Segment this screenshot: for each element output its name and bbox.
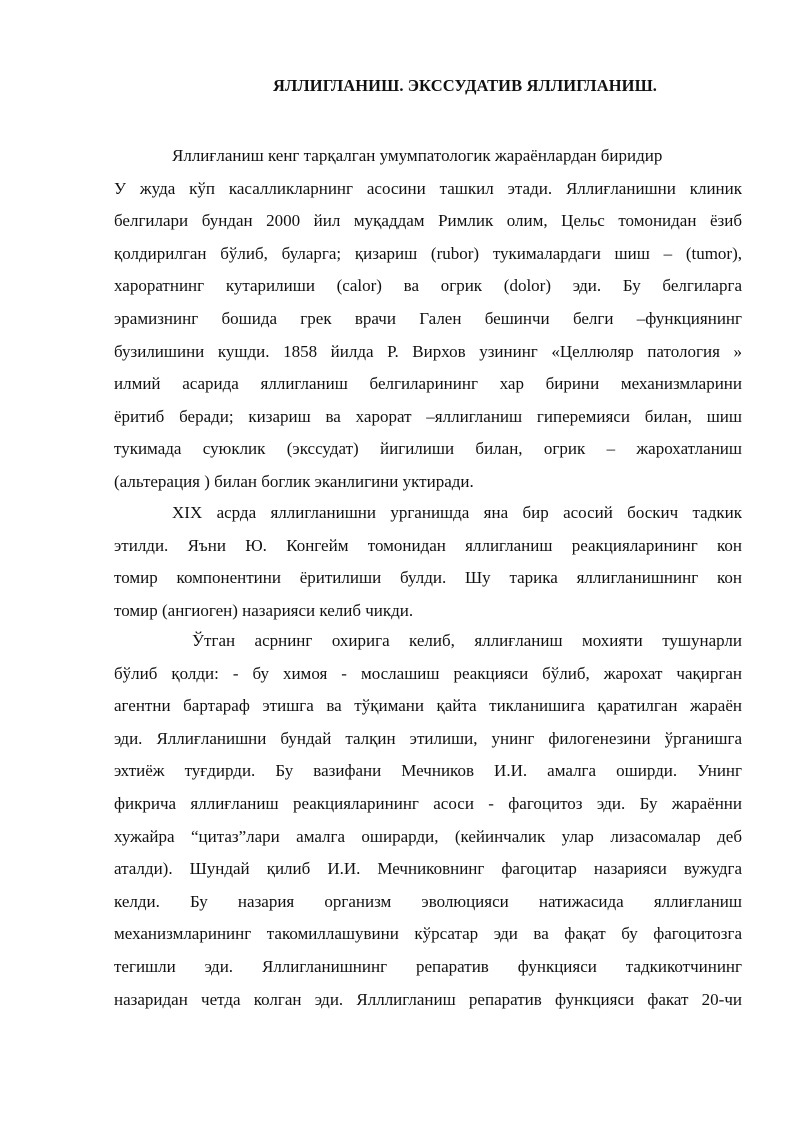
- paragraph-line: келди. Бу назария организм эволюцияси натижасида яллиғланиш: [114, 891, 742, 911]
- paragraph-line: эди. Яллиғланишни бундай талқин этилиши, унинг филогенезини ўрганишга: [114, 728, 742, 748]
- paragraph-3: [114, 625, 742, 1016]
- paragraph-line: ёритиб беради; кизариш ва харорат –яллигланиш гиперемияси билан, шиш: [114, 406, 742, 426]
- paragraph-line: томир компонентини ёритилиши булди. Шу тарика яллигланишнинг кон: [114, 568, 742, 588]
- paragraph-line: (альтерация ) билан боглик эканлигини уктиради.: [114, 471, 474, 491]
- paragraph-line: бўлиб қолди: - бу химоя - мослашиш реакцияси бўлиб, жарохат чақирган: [114, 663, 742, 683]
- paragraph-2: [114, 497, 742, 627]
- paragraph-line: хужайра “цитаз”лари амалга оширарди, (кейинчалик улар лизасомалар деб: [114, 826, 742, 846]
- paragraph-line: эрамизнинг бошида грек врачи Гален бешинчи белги –функциянинг: [114, 308, 742, 328]
- paragraph-line: эхтиёж туғдирди. Бу вазифани Мечников И.И. амалга оширди. Унинг: [114, 761, 742, 781]
- paragraph-line: XIX асрда яллигланишни урганишда яна бир асосий боскич тадкик: [172, 503, 742, 522]
- paragraph-line: У жуда кўп касалликларнинг асосини ташкил этади. Яллиғланишни клиник: [114, 178, 742, 198]
- paragraph-1: [114, 140, 742, 499]
- paragraph-line: Ўтган асрнинг охирига келиб, яллиғланиш мохияти тушунарли: [192, 631, 742, 650]
- paragraph-line: илмий асарида яллигланиш белгиларининг хар бирини механизмларини: [114, 374, 742, 394]
- paragraph-line: аталди). Шундай қилиб И.И. Мечниковнинг фагоцитар назарияси вужудга: [114, 859, 742, 879]
- paragraph-line: белгилари бундан 2000 йил муқаддам Римлик олим, Цельс томонидан ёзиб: [114, 211, 742, 231]
- paragraph-line: хароратнинг кутарилиши (calor) ва огрик (dolor) эди. Бу белгиларга: [114, 276, 742, 296]
- paragraph-line: фикрича яллиғланиш реакцияларининг асоси - фагоцитоз эди. Бу жараённи: [114, 793, 742, 813]
- paragraph-line: механизмларининг такомиллашувини кўрсатар эди ва фақат бу фагоцитозга: [114, 924, 742, 944]
- paragraph-line: Яллиғланиш кенг тарқалган умумпатологик жараёнлардан биридир: [172, 146, 663, 165]
- paragraph-line: агентни бартараф этишга ва тўқимани қайта тикланишига қаратилган жараён: [114, 696, 742, 716]
- paragraph-line: этилди. Яъни Ю. Конгейм томонидан яллигланиш реакцияларининг кон: [114, 535, 742, 555]
- paragraph-line: қолдирилган бўлиб, буларга; қизариш (rubor) тукималардаги шиш – (tumor),: [114, 243, 742, 263]
- paragraph-line: тукимада суюклик (экссудат) йигилиши билан, огрик – жарохатланиш: [114, 439, 742, 459]
- document-title: ЯЛЛИГЛАНИШ. ЭКССУДАТИВ ЯЛЛИГЛАНИШ.: [272, 76, 658, 95]
- paragraph-line: назаридан четда колган эди. Ялллигланиш репаратив функцияси факат 20-чи: [114, 989, 742, 1009]
- paragraph-line: тегишли эди. Яллигланишнинг репаратив функцияси тадкикотчининг: [114, 956, 742, 976]
- paragraph-line: бузилишини кушди. 1858 йилда Р. Вирхов узининг «Целлюляр патология »: [114, 341, 742, 361]
- paragraph-line: томир (ангиоген) назарияси келиб чикди.: [114, 600, 414, 620]
